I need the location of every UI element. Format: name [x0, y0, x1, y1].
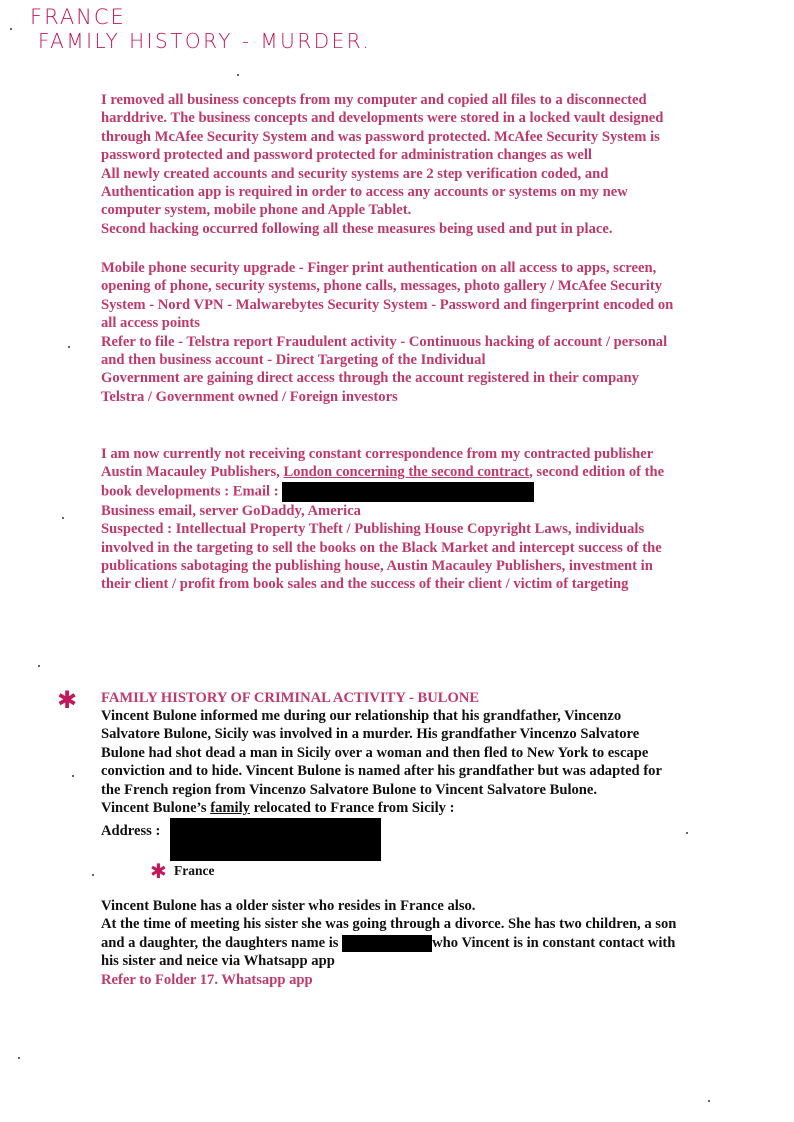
text-segment: Austin Macauley Publishers,	[101, 464, 284, 481]
family-history-paragraph	[101, 707, 751, 817]
name-redaction	[342, 935, 432, 952]
scan-speck	[68, 346, 70, 348]
text-line: Suspected : Intellectual Property Theft / Publishing House Copyright Laws, individuals	[101, 521, 645, 538]
underlined-text: London concerning the second contract	[283, 464, 530, 481]
refer-folder-line: Refer to Folder 17. Whatsapp app	[101, 971, 313, 988]
address-redaction	[170, 818, 381, 861]
text-line: Vincent Bulone has a older sister who resides in France also.	[101, 898, 476, 914]
security-paragraph	[101, 91, 751, 238]
sister-paragraph	[101, 897, 751, 989]
text-line: Second hacking occurred following all these measures being used and put in place.	[101, 220, 613, 237]
handwritten-star-mark: ✱	[150, 859, 167, 883]
text-line: through McAfee Security System and was password protected. McAfee Security System is	[101, 128, 660, 145]
text-line: Telstra / Government owned / Foreign investors	[101, 388, 398, 405]
scan-speck	[237, 74, 239, 76]
text-segment: , second edition of the	[529, 464, 665, 481]
family-history-heading: FAMILY HISTORY OF CRIMINAL ACTIVITY - BULONE	[101, 690, 480, 706]
scan-speck	[92, 874, 94, 876]
text-line: publications sabotaging the publishing house, Austin Macauley Publishers, investment in	[101, 558, 653, 575]
scan-speck	[686, 832, 688, 834]
text-line: Salvatore Bulone, Sicily was involved in a murder. His grandfather Vincenzo Salvatore	[101, 726, 640, 743]
mobile-security-paragraph	[101, 259, 751, 406]
text-line: password protected and password protected for administration changes as well	[101, 147, 592, 164]
text-line: computer system, mobile phone and Apple Tablet.	[101, 202, 412, 219]
text-line	[101, 482, 751, 502]
text-line: involved in the targeting to sell the books on the Black Market and intercept success of the	[101, 539, 662, 556]
email-label: book developments : Email :	[101, 483, 279, 500]
text-line: conviction and to hide. Vincent Bulone is named after his grandfather but was adapted for	[101, 763, 662, 780]
address-label: Address :	[101, 823, 161, 839]
scan-speck	[708, 1100, 710, 1102]
text-line: all access points	[101, 315, 200, 332]
email-redaction	[282, 482, 534, 502]
text-segment: who Vincent is in constant contact with	[432, 934, 676, 951]
text-line: and then business account - Direct Targeting of the Individual	[101, 352, 486, 369]
text-line: All newly created accounts and security systems are 2 step verification coded, and	[101, 165, 609, 182]
scan-speck	[10, 28, 12, 30]
text-line: his sister and neice via Whatsapp app	[101, 953, 335, 970]
underlined-text: family	[210, 800, 250, 817]
text-line: Authentication app is required in order to access any accounts or systems on my new	[101, 184, 628, 201]
text-line: At the time of meeting his sister she was going through a divorce. She has two children, a son	[101, 916, 677, 933]
text-line	[101, 463, 751, 481]
text-line: Government are gaining direct access through the account registered in their company	[101, 370, 639, 387]
handwritten-title-france: FRANCE	[30, 5, 126, 29]
text-line: I am now currently not receiving constant correspondence from my contracted publisher	[101, 446, 654, 462]
address-country: France	[174, 863, 215, 878]
text-segment: and a daughter, the daughters name is	[101, 934, 339, 951]
text-line: Refer to file - Telstra report Fraudulent activity - Continuous hacking of account / personal	[101, 333, 668, 350]
scan-speck	[18, 1057, 20, 1059]
text-line: System - Nord VPN - Malwarebytes Security System - Password and fingerprint encoded on	[101, 296, 674, 313]
text-line: opening of phone, security systems, phone calls, messages, photo gallery / McAfee Security	[101, 278, 663, 295]
text-line: their client / profit from book sales and the success of their client / victim of targeting	[101, 576, 629, 593]
handwritten-star-mark: ✱	[57, 686, 78, 714]
text-line: Mobile phone security upgrade - Finger print authentication on all access to apps, screen,	[101, 260, 657, 276]
text-line: Bulone had shot dead a man in Sicily over a woman and then fled to New York to escape	[101, 744, 649, 761]
text-line: the French region from Vincenzo Salvatore Bulone to Vincent Salvatore Bulone.	[101, 781, 598, 798]
handwritten-title-family-history: FAMILY HISTORY - MURDER.	[38, 29, 372, 53]
publisher-paragraph	[101, 445, 751, 594]
text-line: Vincent Bulone informed me during our relationship that his grandfather, Vincenzo	[101, 708, 622, 724]
scan-speck	[72, 775, 74, 777]
text-line: I removed all business concepts from my computer and copied all files to a disconnected	[101, 92, 647, 108]
scan-speck	[62, 517, 64, 519]
text-segment: Vincent Bulone’s	[101, 800, 211, 817]
scan-speck	[38, 665, 40, 667]
text-line	[101, 934, 751, 952]
text-line: harddrive. The business concepts and developments were stored in a locked vault designed	[101, 110, 664, 127]
text-line: Business email, server GoDaddy, America	[101, 502, 361, 519]
text-line	[101, 799, 751, 817]
text-segment: relocated to France from Sicily :	[249, 800, 455, 817]
